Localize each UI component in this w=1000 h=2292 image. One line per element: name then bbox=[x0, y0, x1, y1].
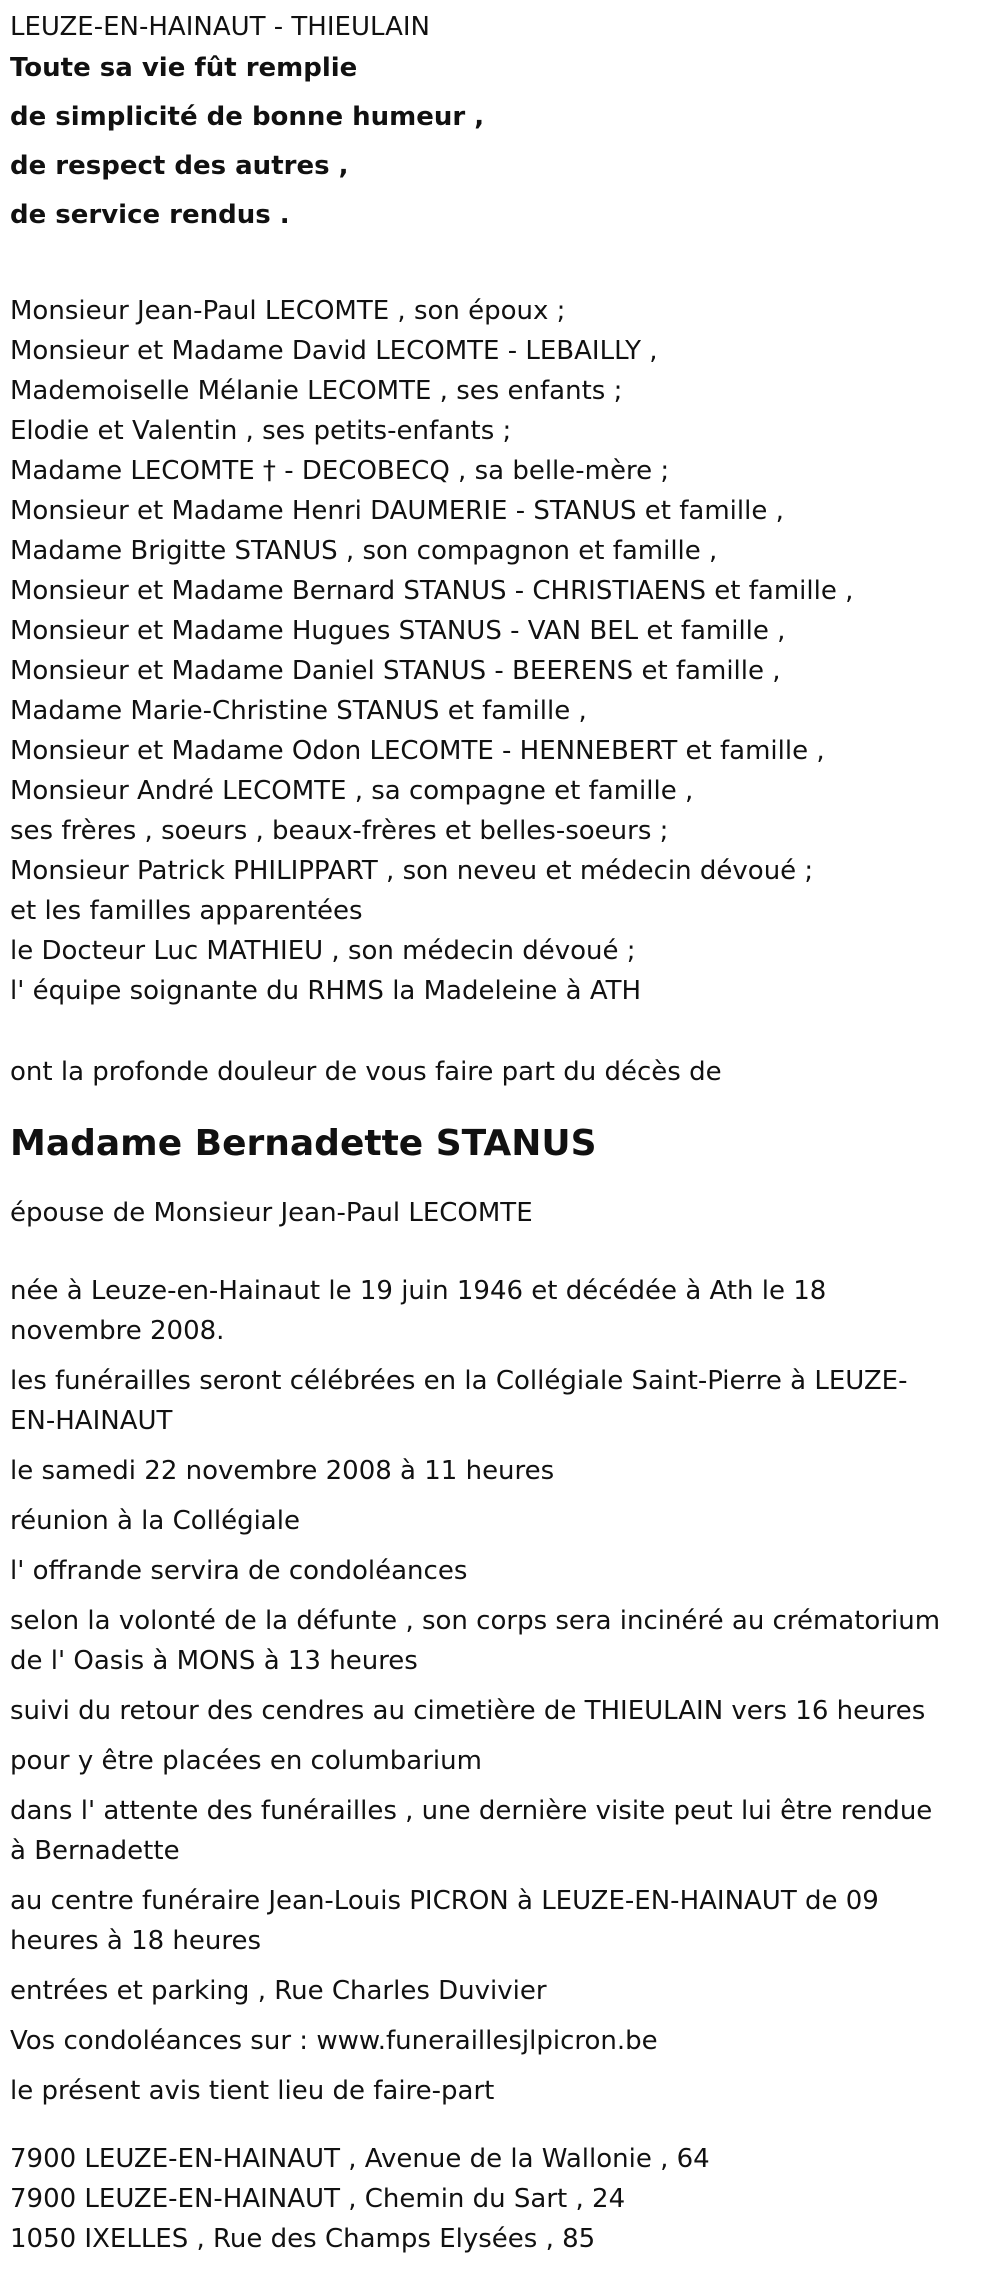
family-member: Monsieur et Madame Hugues STANUS - VAN BEL et famille , bbox=[10, 616, 786, 646]
detail-paragraph: selon la volonté de la défunte , son corps sera incinéré au crématorium de l' Oasis à MONS à 13 heures bbox=[10, 1606, 941, 1676]
family-member: Monsieur et Madame Bernard STANUS - CHRISTIAENS et famille , bbox=[10, 576, 854, 606]
address: 7900 LEUZE-EN-HAINAUT , Chemin du Sart , 24 bbox=[10, 2184, 626, 2214]
motto-line: de simplicité de bonne humeur , bbox=[10, 102, 485, 132]
detail-paragraph: réunion à la Collégiale bbox=[10, 1506, 300, 1536]
detail-paragraph: les funérailles seront célébrées en la Collégiale Saint-Pierre à LEUZE-EN-HAINAUT bbox=[10, 1366, 908, 1436]
family-member: l' équipe soignante du RHMS la Madeleine à ATH bbox=[10, 976, 642, 1006]
motto-line: de respect des autres , bbox=[10, 151, 349, 181]
family-member: Mademoiselle Mélanie LECOMTE , ses enfants ; bbox=[10, 376, 623, 406]
family-member: Elodie et Valentin , ses petits-enfants ; bbox=[10, 416, 512, 446]
address: 7900 LEUZE-EN-HAINAUT , Avenue de la Wallonie , 64 bbox=[10, 2144, 710, 2174]
family-member: Monsieur Jean-Paul LECOMTE , son époux ; bbox=[10, 296, 566, 326]
detail-paragraph: pour y être placées en columbarium bbox=[10, 1746, 482, 1776]
motto bbox=[10, 44, 1000, 240]
family-member: ses frères , soeurs , beaux-frères et belles-soeurs ; bbox=[10, 816, 669, 846]
announcement-intro: ont la profonde douleur de vous faire part du décès de bbox=[10, 1057, 722, 1087]
address: 1050 IXELLES , Rue des Champs Elysées , 85 bbox=[10, 2224, 596, 2254]
family-member: le Docteur Luc MATHIEU , son médecin dévoué ; bbox=[10, 936, 636, 966]
detail-paragraph: née à Leuze-en-Hainaut le 19 juin 1946 et décédée à Ath le 18 novembre 2008. bbox=[10, 1276, 827, 1346]
motto-line: de service rendus . bbox=[10, 200, 290, 230]
spouse-line: épouse de Monsieur Jean-Paul LECOMTE bbox=[10, 1198, 533, 1228]
family-member: Monsieur et Madame Henri DAUMERIE - STANUS et famille , bbox=[10, 496, 784, 526]
family-member: Monsieur et Madame David LECOMTE - LEBAILLY , bbox=[10, 336, 658, 366]
family-list bbox=[10, 291, 1000, 1011]
family-member: Madame LECOMTE † - DECOBECQ , sa belle-mère ; bbox=[10, 456, 670, 486]
detail-paragraph: suivi du retour des cendres au cimetière de THIEULAIN vers 16 heures bbox=[10, 1696, 926, 1726]
detail-paragraph: l' offrande servira de condoléances bbox=[10, 1556, 468, 1586]
location-header: LEUZE-EN-HAINAUT - THIEULAIN bbox=[10, 12, 430, 42]
funeral-details bbox=[10, 1271, 945, 2111]
detail-paragraph: le présent avis tient lieu de faire-part bbox=[10, 2076, 495, 2106]
family-member: Madame Marie-Christine STANUS et famille , bbox=[10, 696, 587, 726]
address-list bbox=[10, 2139, 1000, 2259]
detail-paragraph: Vos condoléances sur : www.funeraillesjlpicron.be bbox=[10, 2026, 658, 2056]
detail-paragraph: au centre funéraire Jean-Louis PICRON à LEUZE-EN-HAINAUT de 09 heures à 18 heures bbox=[10, 1886, 879, 1956]
family-member: Monsieur André LECOMTE , sa compagne et famille , bbox=[10, 776, 694, 806]
detail-paragraph: le samedi 22 novembre 2008 à 11 heures bbox=[10, 1456, 555, 1486]
detail-paragraph: dans l' attente des funérailles , une dernière visite peut lui être rendue à Bernadette bbox=[10, 1796, 933, 1866]
motto-line: Toute sa vie fût remplie bbox=[10, 53, 358, 83]
family-member: Monsieur et Madame Odon LECOMTE - HENNEBERT et famille , bbox=[10, 736, 825, 766]
detail-paragraph: entrées et parking , Rue Charles Duvivier bbox=[10, 1976, 547, 2006]
deceased-name: Madame Bernadette STANUS bbox=[10, 1123, 597, 1164]
family-member: et les familles apparentées bbox=[10, 896, 363, 926]
family-member: Monsieur Patrick PHILIPPART , son neveu et médecin dévoué ; bbox=[10, 856, 814, 886]
family-member: Monsieur et Madame Daniel STANUS - BEERENS et famille , bbox=[10, 656, 781, 686]
family-member: Madame Brigitte STANUS , son compagnon et famille , bbox=[10, 536, 718, 566]
